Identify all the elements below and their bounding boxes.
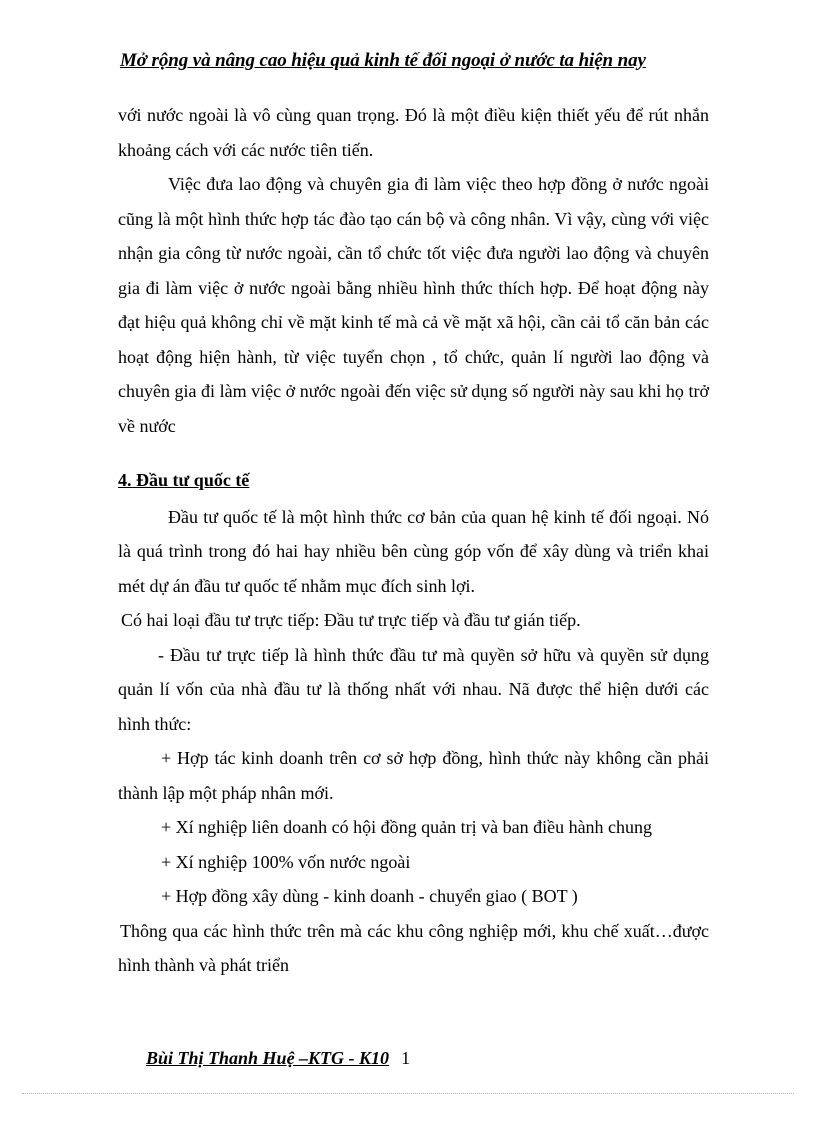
page-number: 1 bbox=[401, 1048, 411, 1068]
paragraph-continuation: với nước ngoài là vô cùng quan trọng. Đó là một điều kiện thiết yếu để rút nhắn khoảng cách với các nước tiên tiến. bbox=[118, 105, 709, 160]
paragraph-conclusion: Thông qua các hình thức trên mà các khu công nghiệp mới, khu chế xuất…được hình thành và phát triển bbox=[118, 920, 709, 975]
paragraph-direct-investment: - Đầu tư trực tiếp là hình thức đầu tư mà quyền sở hữu và quyền sử dụng quản lí vốn của nhà đầu tư là thống nhất với nhau. Nã được thể hiện dưới các hình thức: bbox=[118, 644, 709, 734]
page-header-title: Mở rộng và nâng cao hiệu quả kinh tế đối ngoại ở nước ta hiện nay bbox=[120, 50, 646, 71]
paragraph-investment-definition: Đầu tư quốc tế là một hình thức cơ bản của quan hệ kinh tế đối ngoại. Nó là quá trình trong đó hai hay nhiều bên cùng góp vốn để xây dùng và triển khai mét dự án đầu tư quốc tế nhằm mục đích sinh lợi. bbox=[118, 506, 709, 596]
list-item: + Xí nghiệp liên doanh có hội đồng quản trị và ban điều hành chung bbox=[161, 817, 653, 837]
paragraph-labor-export: Việc đưa lao động và chuyên gia đi làm việc theo hợp đồng ở nước ngoài cũng là một hình thức hợp tác đào tạo cán bộ và công nhân. Vì vậy, cùng với việc nhận gia công từ nước ngoài, cần tổ chức tốt việc đưa người lao động và chuyên gia đi làm việc ở nước ngoài bằng nhiều hình thức thích hợp. Để hoạt động này đạt hiệu quả không chỉ về mặt kinh tế mà cả về mặt xã hội, cần cải tổ căn bản các hoạt động hiện hành, từ việc tuyển chọn , tổ chức, quản lí người lao động và chuyên gia đi làm việc ở nước ngoài đến việc sử dụng số người này sau khi họ trở về nước bbox=[118, 174, 709, 436]
list-item: + Xí nghiệp 100% vốn nước ngoài bbox=[161, 851, 411, 872]
footer-author: Bùi Thị Thanh Huệ –KTG - K10 bbox=[146, 1048, 390, 1068]
paragraph-business-cooperation: + Hợp tác kinh doanh trên cơ sở hợp đồng, hình thức này không cần phải thành lập một pháp nhân mới. bbox=[118, 748, 709, 803]
document-body bbox=[118, 98, 709, 983]
page-footer bbox=[146, 1048, 410, 1069]
paragraph-investment-types: Có hai loại đầu tư trực tiếp: Đầu tư trực tiếp và đầu tư gián tiếp. bbox=[121, 610, 581, 630]
page-bottom-divider bbox=[22, 1093, 794, 1094]
section-heading: 4. Đầu tư quốc tế bbox=[118, 470, 250, 490]
list-item: + Hợp đồng xây dùng - kinh doanh - chuyển giao ( BOT ) bbox=[161, 886, 578, 906]
